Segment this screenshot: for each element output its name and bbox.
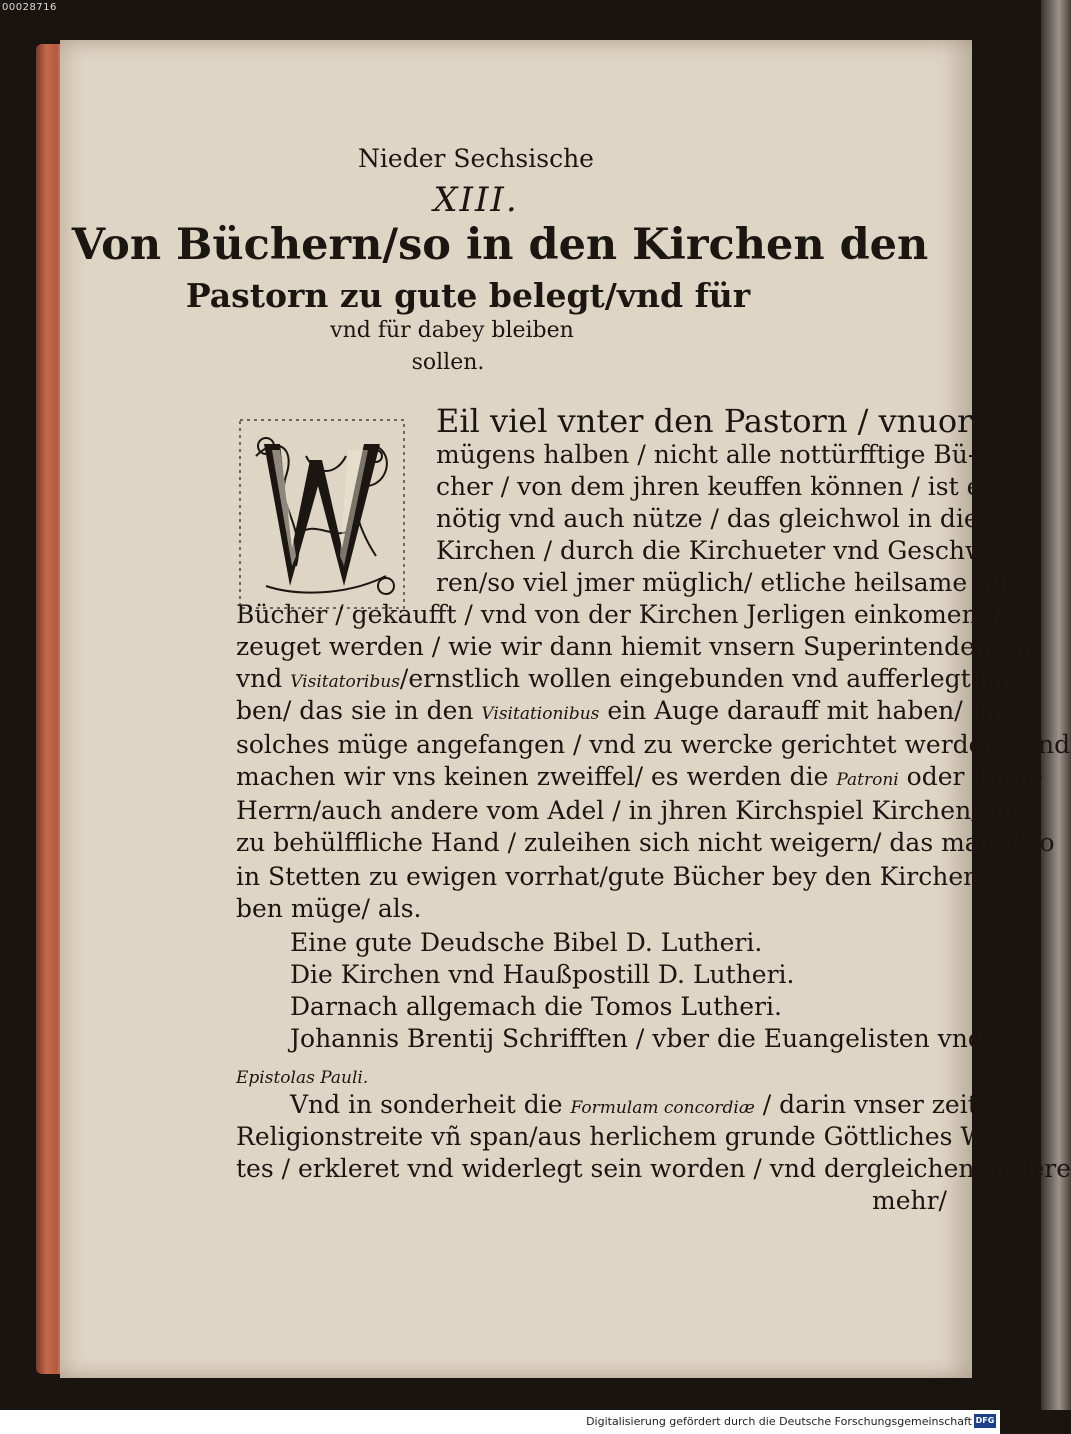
chapter-number: XIII. — [433, 180, 519, 220]
footer-credit: Digitalisierung gefördert durch die Deutsche Forschungsgemeinschaft — [586, 1415, 972, 1428]
text-run: mehr/ — [872, 1186, 947, 1215]
body-line — [290, 1090, 978, 1123]
body-line — [436, 536, 1010, 566]
text-run: cher / von dem jhren keuffen können / ist es — [436, 472, 995, 501]
body-line — [236, 600, 1025, 630]
body-line — [236, 796, 1024, 826]
latin-term: Formulam concordiæ — [570, 1098, 755, 1118]
text-run: Darnach allgemach die Tomos Lutheri. — [290, 992, 782, 1021]
body-line — [872, 1186, 947, 1216]
chapter-title-line-4: sollen. — [411, 350, 485, 375]
text-run: Vnd in sonderheit die — [290, 1090, 571, 1119]
text-run: ben müge/ als. — [236, 894, 422, 923]
text-run: zeuget werden / wie wir dann hiemit vnsern Superintendenten — [236, 632, 1032, 661]
body-line — [290, 960, 794, 990]
body-line — [236, 696, 1014, 729]
text-run: tes / erkleret vnd widerlegt sein worden / vnd dergleichen andere — [236, 1154, 1071, 1183]
chapter-title-line-2: Pastorn zu gute belegt/vnd für — [185, 276, 751, 315]
text-run: Bücher / gekaufft / vnd von der Kirchen Jerligen einkomen ge- — [236, 600, 1025, 629]
body-line — [236, 1154, 1071, 1184]
chapter-title-line-3: vnd für dabey bleiben — [330, 318, 574, 343]
body-line — [290, 992, 782, 1022]
chapter-title-line-1: Von Büchern/so in den Kirchen den — [71, 220, 929, 270]
text-run: nötig vnd auch nütze / das gleichwol in die — [436, 504, 979, 533]
body-line — [236, 632, 1032, 662]
text-run: Johannis Brentij Schrifften / vber die Euangelisten vnd — [290, 1024, 984, 1053]
body-line — [290, 1024, 984, 1054]
text-run: ben/ das sie in den — [236, 696, 482, 725]
footer-bar — [0, 1410, 1000, 1434]
text-run: Eil viel vnter den Pastorn / vnuor- — [436, 402, 984, 440]
text-run: Religionstreite vñ span/aus herlichem grunde Göttliches Wor- — [236, 1122, 1020, 1151]
text-run: machen wir vns keinen zweiffel/ es werden die — [236, 762, 837, 791]
body-line — [436, 472, 994, 502]
latin-term: Epistolas Pauli. — [236, 1068, 369, 1088]
text-run: ein Auge darauff mit haben/ das — [599, 696, 1015, 725]
book-edge-right — [1041, 0, 1071, 1410]
body-line — [236, 1060, 368, 1093]
text-run: /ernstlich wollen eingebunden vnd aufferlegt ha- — [399, 664, 1019, 693]
text-run: / darin vnser zeit — [754, 1090, 978, 1119]
body-line — [436, 504, 979, 534]
body-line — [290, 928, 762, 958]
text-run: zu behülffliche Hand / zuleihen sich nicht weigern/ das man also — [236, 828, 1055, 857]
dfg-logo: DFG — [974, 1414, 996, 1428]
book-page — [60, 40, 1071, 1378]
body-line — [236, 862, 1027, 892]
body-line — [236, 1122, 1020, 1152]
ornamental-initial-w-icon — [236, 416, 408, 612]
text-run: Die Kirchen vnd Haußpostill D. Lutheri. — [290, 960, 795, 989]
latin-term: Patroni — [836, 770, 899, 790]
body-line — [436, 568, 1032, 598]
text-run: mügens halben / nicht alle nottürfftige Bü- — [436, 440, 977, 469]
text-run: in Stetten zu ewigen vorrhat/gute Bücher bey den Kirchen ha- — [236, 862, 1027, 891]
body-line — [436, 402, 984, 440]
text-run: Eine gute Deudsche Bibel D. Lutheri. — [290, 928, 763, 957]
text-run: solches müge angefangen / vnd zu wercke gerichtet werden / vnd — [236, 730, 1071, 759]
body-line — [436, 440, 976, 470]
scan-id: 00028716 — [2, 2, 57, 13]
latin-term: Visitatoribus — [290, 672, 400, 692]
text-run: oder Leen- — [898, 762, 1044, 791]
body-line — [236, 894, 422, 924]
body-line — [236, 664, 1018, 697]
text-run: Kirchen / durch die Kirchueter vnd Geschwo- — [436, 536, 1010, 565]
latin-term: Visitationibus — [481, 704, 600, 724]
running-head: Nieder Sechsische — [358, 144, 594, 173]
body-line — [236, 828, 1055, 858]
text-run: Herrn/auch andere vom Adel / in jhren Kirchspiel Kirchen/ hir — [236, 796, 1024, 825]
text-run: vnd — [236, 664, 291, 693]
text-run: ren/so viel jmer müglich/ etliche heilsame gute — [436, 568, 1033, 597]
body-line — [236, 730, 1070, 760]
body-line — [236, 762, 1043, 795]
